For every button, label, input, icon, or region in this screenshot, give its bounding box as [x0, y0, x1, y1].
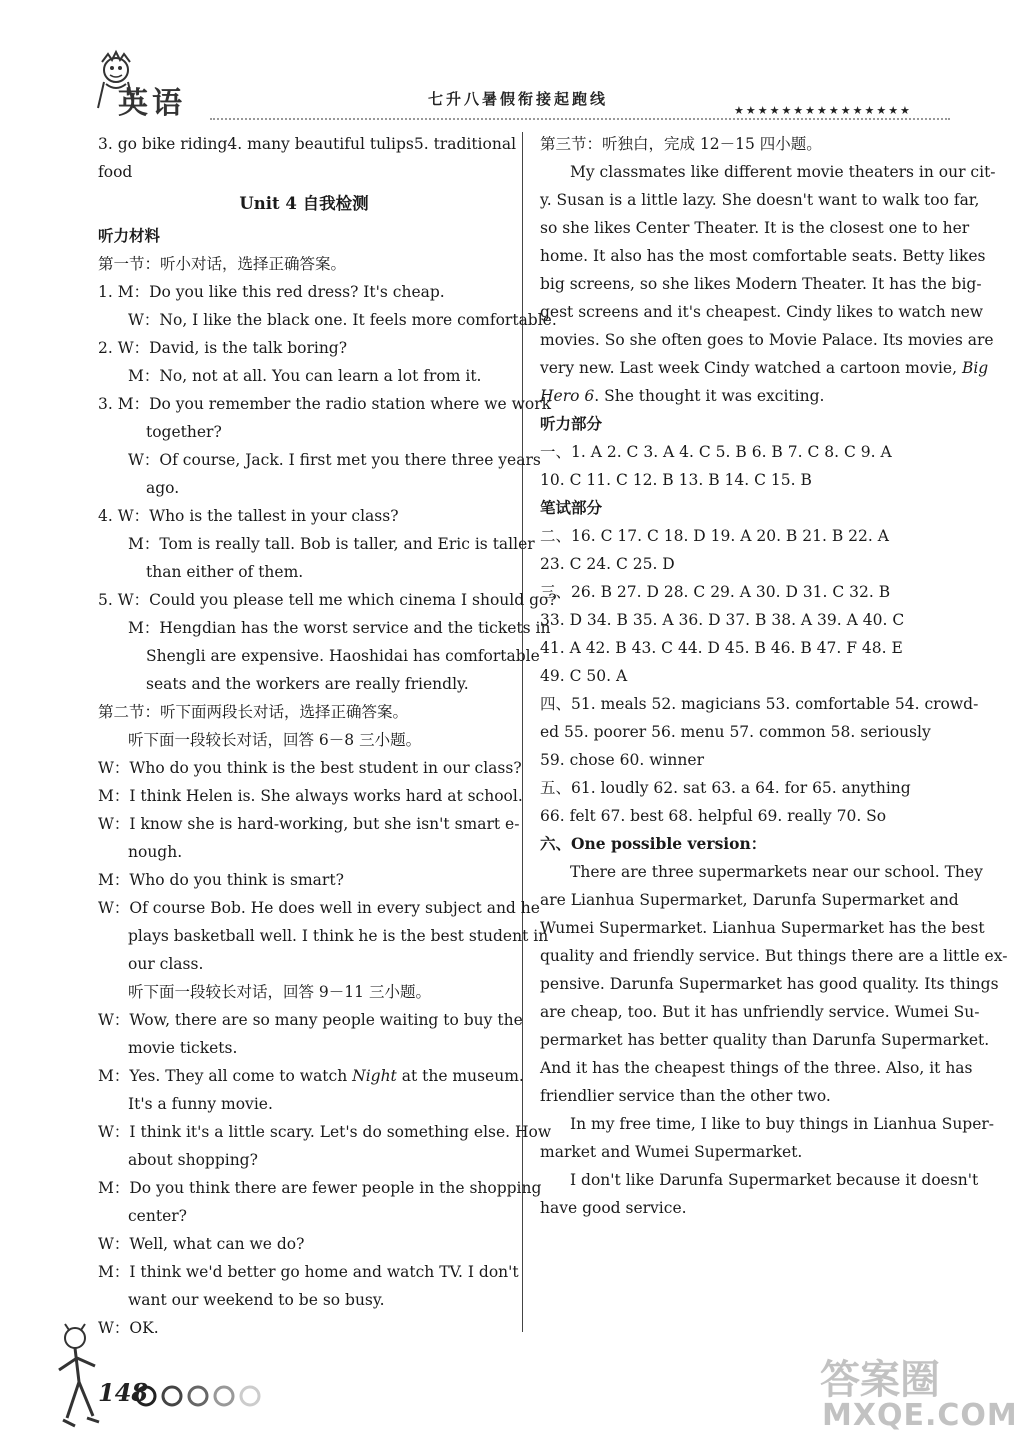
movie-title: Hero 6: [540, 387, 595, 405]
decorative-circles-icon: [134, 1384, 264, 1408]
dialogue-line: M：No, not at all. You can learn a lot from it.: [128, 367, 482, 385]
section-instruction: 听下面一段较长对话，回答 9－11 三小题。: [128, 983, 431, 1001]
essay-line: There are three supermarkets near our school. They: [570, 863, 983, 881]
essay-line: quality and friendly service. But things there are a little ex-: [540, 947, 1008, 965]
movie-title: Night: [352, 1067, 397, 1085]
dialogue-line: about shopping?: [128, 1151, 258, 1169]
monologue-line: y. Susan is a little lazy. She doesn't want to walk too far,: [540, 191, 980, 209]
dialogue-line: W：Well, what can we do?: [98, 1235, 305, 1253]
answer-line: 23. C 24. C 25. D: [540, 555, 675, 573]
answer-line: 四、51. meals 52. magicians 53. comfortable 54. crowd-: [540, 695, 979, 713]
monologue-line: movies. So she often goes to Movie Palace. Its movies are: [540, 331, 994, 349]
essay-line: permarket has better quality than Darunfa Supermarket.: [540, 1031, 990, 1049]
section-instruction: 听下面一段较长对话，回答 6－8 三小题。: [128, 731, 422, 749]
dialogue-line: movie tickets.: [128, 1039, 238, 1057]
intro-item-3: 3. go bike riding: [98, 135, 228, 153]
unit-title: Unit 4 自我检测: [239, 194, 369, 213]
monologue-line: My classmates like different movie theaters in our cit-: [570, 163, 996, 181]
dialogue-line: M：I think Helen is. She always works hard at school.: [98, 787, 523, 805]
answer-line: 66. felt 67. best 68. helpful 69. really 70. So: [540, 807, 887, 825]
essay-line: market and Wumei Supermarket.: [540, 1143, 803, 1161]
dialogue-line: W：Of course Bob. He does well in every subject and he: [98, 899, 540, 917]
dialogue-line: M：Who do you think is smart?: [98, 871, 344, 889]
essay-line: pensive. Darunfa Supermarket has good quality. Its things: [540, 975, 999, 993]
dialogue-line: 3. M：Do you remember the radio station where we work: [98, 395, 552, 413]
essay-line: are cheap, too. But it has unfriendly service. Wumei Su-: [540, 1003, 980, 1021]
dialogue-line: together?: [146, 423, 222, 441]
section-heading: 听力部分: [540, 414, 603, 433]
left-column: [98, 130, 557, 1342]
page-number: 148: [98, 1378, 149, 1407]
dialogue-line: seats and the workers are really friendly.: [146, 675, 469, 693]
dialogue-line: 2. W：David, is the talk boring?: [98, 339, 348, 357]
dialogue-line: center?: [128, 1207, 187, 1225]
essay-line: friendlier service than the other two.: [540, 1087, 831, 1105]
dialogue-line: 4. W：Who is the tallest in your class?: [98, 507, 399, 525]
answer-line: 二、16. C 17. C 18. D 19. A 20. B 21. B 22. A: [540, 527, 889, 545]
answer-line: 五、61. loudly 62. sat 63. a 64. for 65. anything: [540, 779, 911, 797]
monologue-line: [540, 354, 989, 382]
dialogue-line: Shengli are expensive. Haoshidai has comfortable: [146, 647, 540, 665]
movie-title: Big: [961, 359, 989, 377]
dialogue-line: 1. M：Do you like this red dress? It's cheap.: [98, 283, 445, 301]
watermark-url: MXQE.COM: [822, 1398, 1018, 1433]
intro-item-4: 4. many beautiful tulips: [227, 135, 414, 153]
intro-line: [98, 130, 517, 158]
monologue-line: home. It also has the most comfortable seats. Betty likes: [540, 247, 986, 265]
section-instruction: 第二节：听下面两段长对话，选择正确答案。: [98, 703, 409, 721]
header-subtitle: 七升八暑假衔接起跑线: [428, 90, 609, 108]
essay-line: I don't like Darunfa Supermarket because it doesn't: [570, 1171, 979, 1189]
monologue-text: very new. Last week Cindy watched a cartoon movie,: [540, 359, 962, 377]
cartoon-figure-icon: [55, 1322, 145, 1432]
answer-line: 三、26. B 27. D 28. C 29. A 30. D 31. C 32. B: [540, 583, 891, 601]
dialogue-line: than either of them.: [146, 563, 304, 581]
text-line: food: [98, 163, 133, 181]
section-instruction: 第一节：听小对话，选择正确答案。: [98, 255, 347, 273]
monologue-text: . She thought it was exciting.: [594, 387, 825, 405]
essay-line: In my free time, I like to buy things in Lianhua Super-: [570, 1115, 995, 1133]
dialogue-text: at the museum.: [396, 1067, 524, 1085]
essay-line: Wumei Supermarket. Lianhua Supermarket has the best: [540, 919, 985, 937]
dialogue-line: W：I think it's a little scary. Let's do something else. How: [98, 1123, 552, 1141]
dialogue-line: M：I think we'd better go home and watch TV. I don't: [98, 1263, 519, 1281]
section-heading: 六、One possible version：: [540, 834, 767, 853]
section-heading: 笔试部分: [540, 498, 603, 517]
dialogue-text: M：Yes. They all come to watch: [98, 1067, 353, 1085]
dialogue-line: nough.: [128, 843, 183, 861]
dialogue-line: W：Who do you think is the best student in our class?: [98, 759, 522, 777]
dialogue-line: W：No, I like the black one. It feels more comfortable.: [128, 311, 557, 329]
answer-line: 10. C 11. C 12. B 13. B 14. C 15. B: [540, 471, 812, 489]
section-heading: 听力材料: [98, 226, 161, 245]
monologue-line: so she likes Center Theater. It is the closest one to her: [540, 219, 970, 237]
essay-line: And it has the cheapest things of the three. Also, it has: [540, 1059, 973, 1077]
monologue-line: [540, 382, 950, 410]
dialogue-line: M：Tom is really tall. Bob is taller, and Eric is taller: [128, 535, 535, 553]
dialogue-line: M：Do you think there are fewer people in the shopping: [98, 1179, 542, 1197]
watermark-text: 答案圈: [820, 1357, 940, 1403]
answer-line: 41. A 42. B 43. C 44. D 45. B 46. B 47. F 48. E: [540, 639, 903, 657]
essay-line: are Lianhua Supermarket, Darunfa Supermarket and: [540, 891, 959, 909]
header-stars: ★★★★★★★★★★★★★★★: [734, 104, 912, 117]
dialogue-line: It's a funny movie.: [128, 1095, 273, 1113]
answer-line: 33. D 34. B 35. A 36. D 37. B 38. A 39. A 40. C: [540, 611, 905, 629]
dialogue-line: W：OK.: [98, 1319, 159, 1337]
answer-line: 59. chose 60. winner: [540, 751, 704, 769]
monologue-line: gest screens and it's cheapest. Cindy likes to watch new: [540, 303, 984, 321]
header-title: 英语: [118, 86, 186, 121]
dialogue-line: W：I know she is hard-working, but she isn't smart e-: [98, 815, 520, 833]
dialogue-line: M：Hengdian has the worst service and the tickets in: [128, 619, 551, 637]
header-divider: [210, 118, 950, 120]
dialogue-line: our class.: [128, 955, 204, 973]
dialogue-line: plays basketball well. I think he is the best student in: [128, 927, 549, 945]
monologue-line: big screens, so she likes Modern Theater. It has the big-: [540, 275, 982, 293]
section-instruction: 第三节：听独白，完成 12－15 四小题。: [540, 135, 822, 153]
essay-line: have good service.: [540, 1199, 687, 1217]
answer-line: 一、1. A 2. C 3. A 4. C 5. B 6. B 7. C 8. C 9. A: [540, 443, 892, 461]
answer-line: ed 55. poorer 56. menu 57. common 58. seriously: [540, 723, 931, 741]
right-column: [540, 130, 1008, 1222]
dialogue-line: ago.: [146, 479, 180, 497]
dialogue-line: want our weekend to be so busy.: [128, 1291, 385, 1309]
intro-item-5: 5. traditional: [413, 135, 517, 153]
dialogue-line: 5. W：Could you please tell me which cinema I should go?: [98, 591, 557, 609]
dialogue-line: [98, 1062, 524, 1090]
answer-line: 49. C 50. A: [540, 667, 628, 685]
dialogue-line: W：Of course, Jack. I first met you there three years: [128, 451, 541, 469]
page-header: [0, 0, 1000, 125]
dialogue-line: W：Wow, there are so many people waiting to buy the: [98, 1011, 523, 1029]
